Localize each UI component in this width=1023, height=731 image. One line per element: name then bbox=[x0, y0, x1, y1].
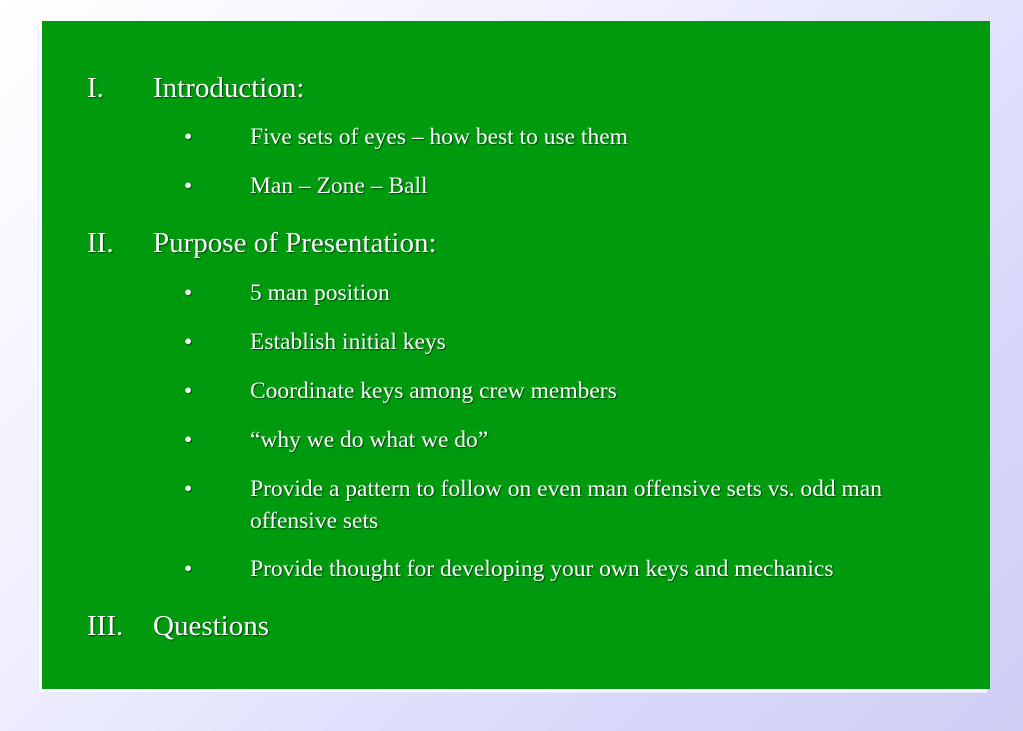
bullet-glyph: • bbox=[184, 124, 193, 150]
slide-content-panel bbox=[42, 21, 990, 689]
section-numeral: I. bbox=[87, 72, 104, 104]
section-heading: Introduction: bbox=[153, 72, 305, 104]
bullet-glyph: • bbox=[184, 556, 193, 582]
bullet-glyph: • bbox=[184, 280, 193, 306]
bullet-text: Provide thought for developing your own keys and mechanics bbox=[250, 556, 834, 582]
section-heading: Purpose of Presentation: bbox=[153, 227, 437, 259]
bullet-text: Provide a pattern to follow on even man offensive sets vs. odd man offensive sets bbox=[250, 476, 882, 534]
section-numeral: II. bbox=[87, 227, 114, 259]
bullet-text: Five sets of eyes – how best to use them bbox=[250, 124, 628, 150]
bullet-text: 5 man position bbox=[250, 280, 390, 306]
outline-list bbox=[42, 21, 990, 689]
bullet-glyph: • bbox=[184, 329, 193, 355]
bullet-text: Man – Zone – Ball bbox=[250, 173, 428, 199]
bullet-glyph: • bbox=[184, 173, 193, 199]
bullet-glyph: • bbox=[184, 378, 193, 404]
bullet-text: Coordinate keys among crew members bbox=[250, 378, 617, 404]
section-heading: Questions bbox=[153, 610, 269, 642]
bullet-glyph: • bbox=[184, 427, 193, 453]
section-numeral: III. bbox=[87, 610, 124, 642]
bullet-text: Establish initial keys bbox=[250, 329, 446, 355]
bullet-glyph: • bbox=[184, 476, 193, 502]
bullet-text: “why we do what we do” bbox=[250, 427, 489, 453]
